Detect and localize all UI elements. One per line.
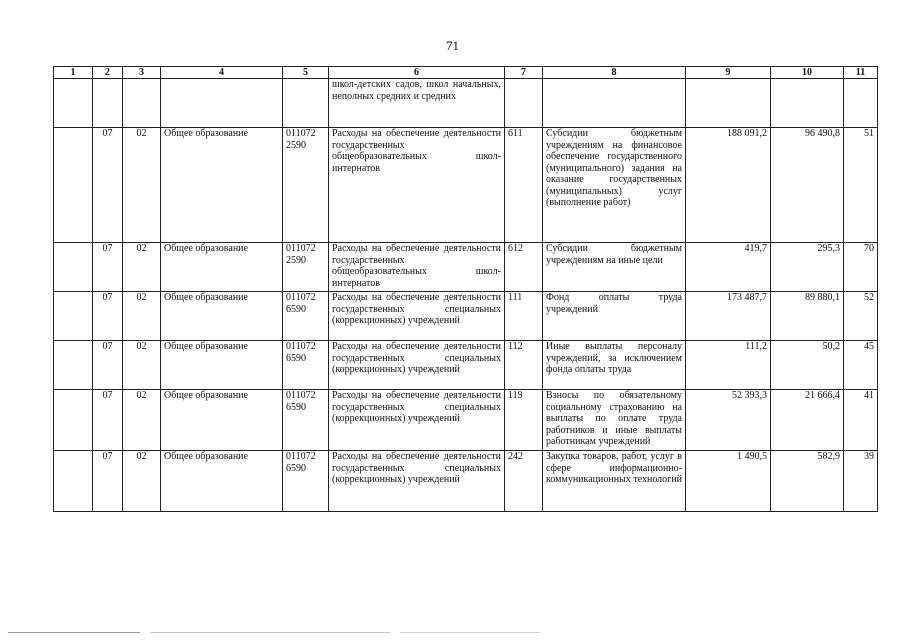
col-header-6: 6 — [329, 67, 505, 79]
cell-description: Расходы на обеспечение деятельности государственных специальных (коррекционных) учреждений — [329, 390, 505, 451]
cell-actual-amount: 96 490,8 — [771, 128, 844, 243]
cell-percent: 52 — [844, 292, 878, 341]
cell-description: Расходы на обеспечение деятельности государственных специальных (коррекционных) учреждений — [329, 341, 505, 390]
cell-planned-amount: 188 091,2 — [686, 128, 771, 243]
cell-expense-type-name: Иные выплаты персоналу учреждений, за исключением фонда оплаты труда — [543, 341, 686, 390]
col-header-2: 2 — [93, 67, 123, 79]
col-header-1: 1 — [54, 67, 93, 79]
bottom-scan-artifact — [400, 632, 540, 633]
cell-name: Общее образование — [161, 292, 283, 341]
table-row — [54, 128, 878, 243]
page-number: 71 — [446, 38, 459, 53]
continuation-description: школ-детских садов, школ начальных, неполных средних и средних — [329, 79, 505, 128]
cell-section: 07 — [93, 451, 123, 512]
cell-planned-amount: 419,7 — [686, 243, 771, 292]
cell-percent: 45 — [844, 341, 878, 390]
col-header-9: 9 — [686, 67, 771, 79]
cell-subsection: 02 — [123, 390, 161, 451]
cell-planned-amount: 1 490,5 — [686, 451, 771, 512]
cell-percent: 39 — [844, 451, 878, 512]
table-row — [54, 292, 878, 341]
cell-target-code: 011072 6590 — [283, 451, 329, 512]
table-row — [54, 243, 878, 292]
cell-col1 — [54, 341, 93, 390]
table-row — [54, 390, 878, 451]
cell-name: Общее образование — [161, 128, 283, 243]
cell-actual-amount: 50,2 — [771, 341, 844, 390]
cell-expense-type-code: 242 — [505, 451, 543, 512]
cell-planned-amount: 52 393,3 — [686, 390, 771, 451]
col-header-5: 5 — [283, 67, 329, 79]
cell-expense-type-code: 111 — [505, 292, 543, 341]
cell-target-code: 011072 6590 — [283, 341, 329, 390]
cell-expense-type-name: Фонд оплаты труда учреждений — [543, 292, 686, 341]
cell-section: 07 — [93, 341, 123, 390]
table-row — [54, 341, 878, 390]
cell-expense-type-name: Закупка товаров, работ, услуг в сфере информационно-коммуникационных технологий — [543, 451, 686, 512]
cell-col1 — [54, 451, 93, 512]
cell-section: 07 — [93, 292, 123, 341]
col-header-8: 8 — [543, 67, 686, 79]
cell-description: Расходы на обеспечение деятельности государственных общеобразовательных школ-интернатов — [329, 128, 505, 243]
cell-section: 07 — [93, 390, 123, 451]
cell-expense-type-code: 612 — [505, 243, 543, 292]
cell-section: 07 — [93, 128, 123, 243]
cell-actual-amount: 582,9 — [771, 451, 844, 512]
cell-name: Общее образование — [161, 341, 283, 390]
header-row — [54, 67, 878, 79]
cell-description: Расходы на обеспечение деятельности государственных специальных (коррекционных) учреждений — [329, 451, 505, 512]
cell-subsection: 02 — [123, 292, 161, 341]
cell-name: Общее образование — [161, 243, 283, 292]
cell-col1 — [54, 243, 93, 292]
bottom-scan-artifact — [150, 632, 390, 633]
cell-expense-type-name: Субсидии бюджетным учреждениям на иные цели — [543, 243, 686, 292]
cell-subsection: 02 — [123, 128, 161, 243]
continuation-row — [54, 79, 878, 128]
cell-planned-amount: 111,2 — [686, 341, 771, 390]
budget-table — [53, 66, 878, 512]
cell-col1 — [54, 128, 93, 243]
cell-section: 07 — [93, 243, 123, 292]
cell-target-code: 011072 2590 — [283, 128, 329, 243]
bottom-scan-artifact — [8, 632, 140, 633]
cell-subsection: 02 — [123, 243, 161, 292]
cell-expense-type-code: 119 — [505, 390, 543, 451]
col-header-11: 11 — [844, 67, 878, 79]
cell-target-code: 011072 2590 — [283, 243, 329, 292]
col-header-7: 7 — [505, 67, 543, 79]
cell-description: Расходы на обеспечение деятельности государственных специальных (коррекционных) учреждений — [329, 292, 505, 341]
cell-percent: 70 — [844, 243, 878, 292]
cell-col1 — [54, 292, 93, 341]
cell-description: Расходы на обеспечение деятельности государственных общеобразовательных школ-интернатов — [329, 243, 505, 292]
cell-planned-amount: 173 487,7 — [686, 292, 771, 341]
col-header-4: 4 — [161, 67, 283, 79]
cell-expense-type-code: 112 — [505, 341, 543, 390]
cell-actual-amount: 89 880,1 — [771, 292, 844, 341]
cell-subsection: 02 — [123, 341, 161, 390]
table-row — [54, 451, 878, 512]
cell-actual-amount: 295,3 — [771, 243, 844, 292]
cell-percent: 41 — [844, 390, 878, 451]
cell-target-code: 011072 6590 — [283, 292, 329, 341]
cell-percent: 51 — [844, 128, 878, 243]
cell-expense-type-code: 611 — [505, 128, 543, 243]
cell-col1 — [54, 390, 93, 451]
cell-expense-type-name: Субсидии бюджетным учреждениям на финансовое обеспечение государственного (муниципального) задания на оказание государственных (муниципальных) услуг (выполнение работ) — [543, 128, 686, 243]
cell-name: Общее образование — [161, 390, 283, 451]
cell-subsection: 02 — [123, 451, 161, 512]
cell-name: Общее образование — [161, 451, 283, 512]
col-header-3: 3 — [123, 67, 161, 79]
cell-target-code: 011072 6590 — [283, 390, 329, 451]
col-header-10: 10 — [771, 67, 844, 79]
cell-actual-amount: 21 666,4 — [771, 390, 844, 451]
cell-expense-type-name: Взносы по обязательному социальному страхованию на выплаты по оплате труда работников и иные выплаты работникам учреждений — [543, 390, 686, 451]
